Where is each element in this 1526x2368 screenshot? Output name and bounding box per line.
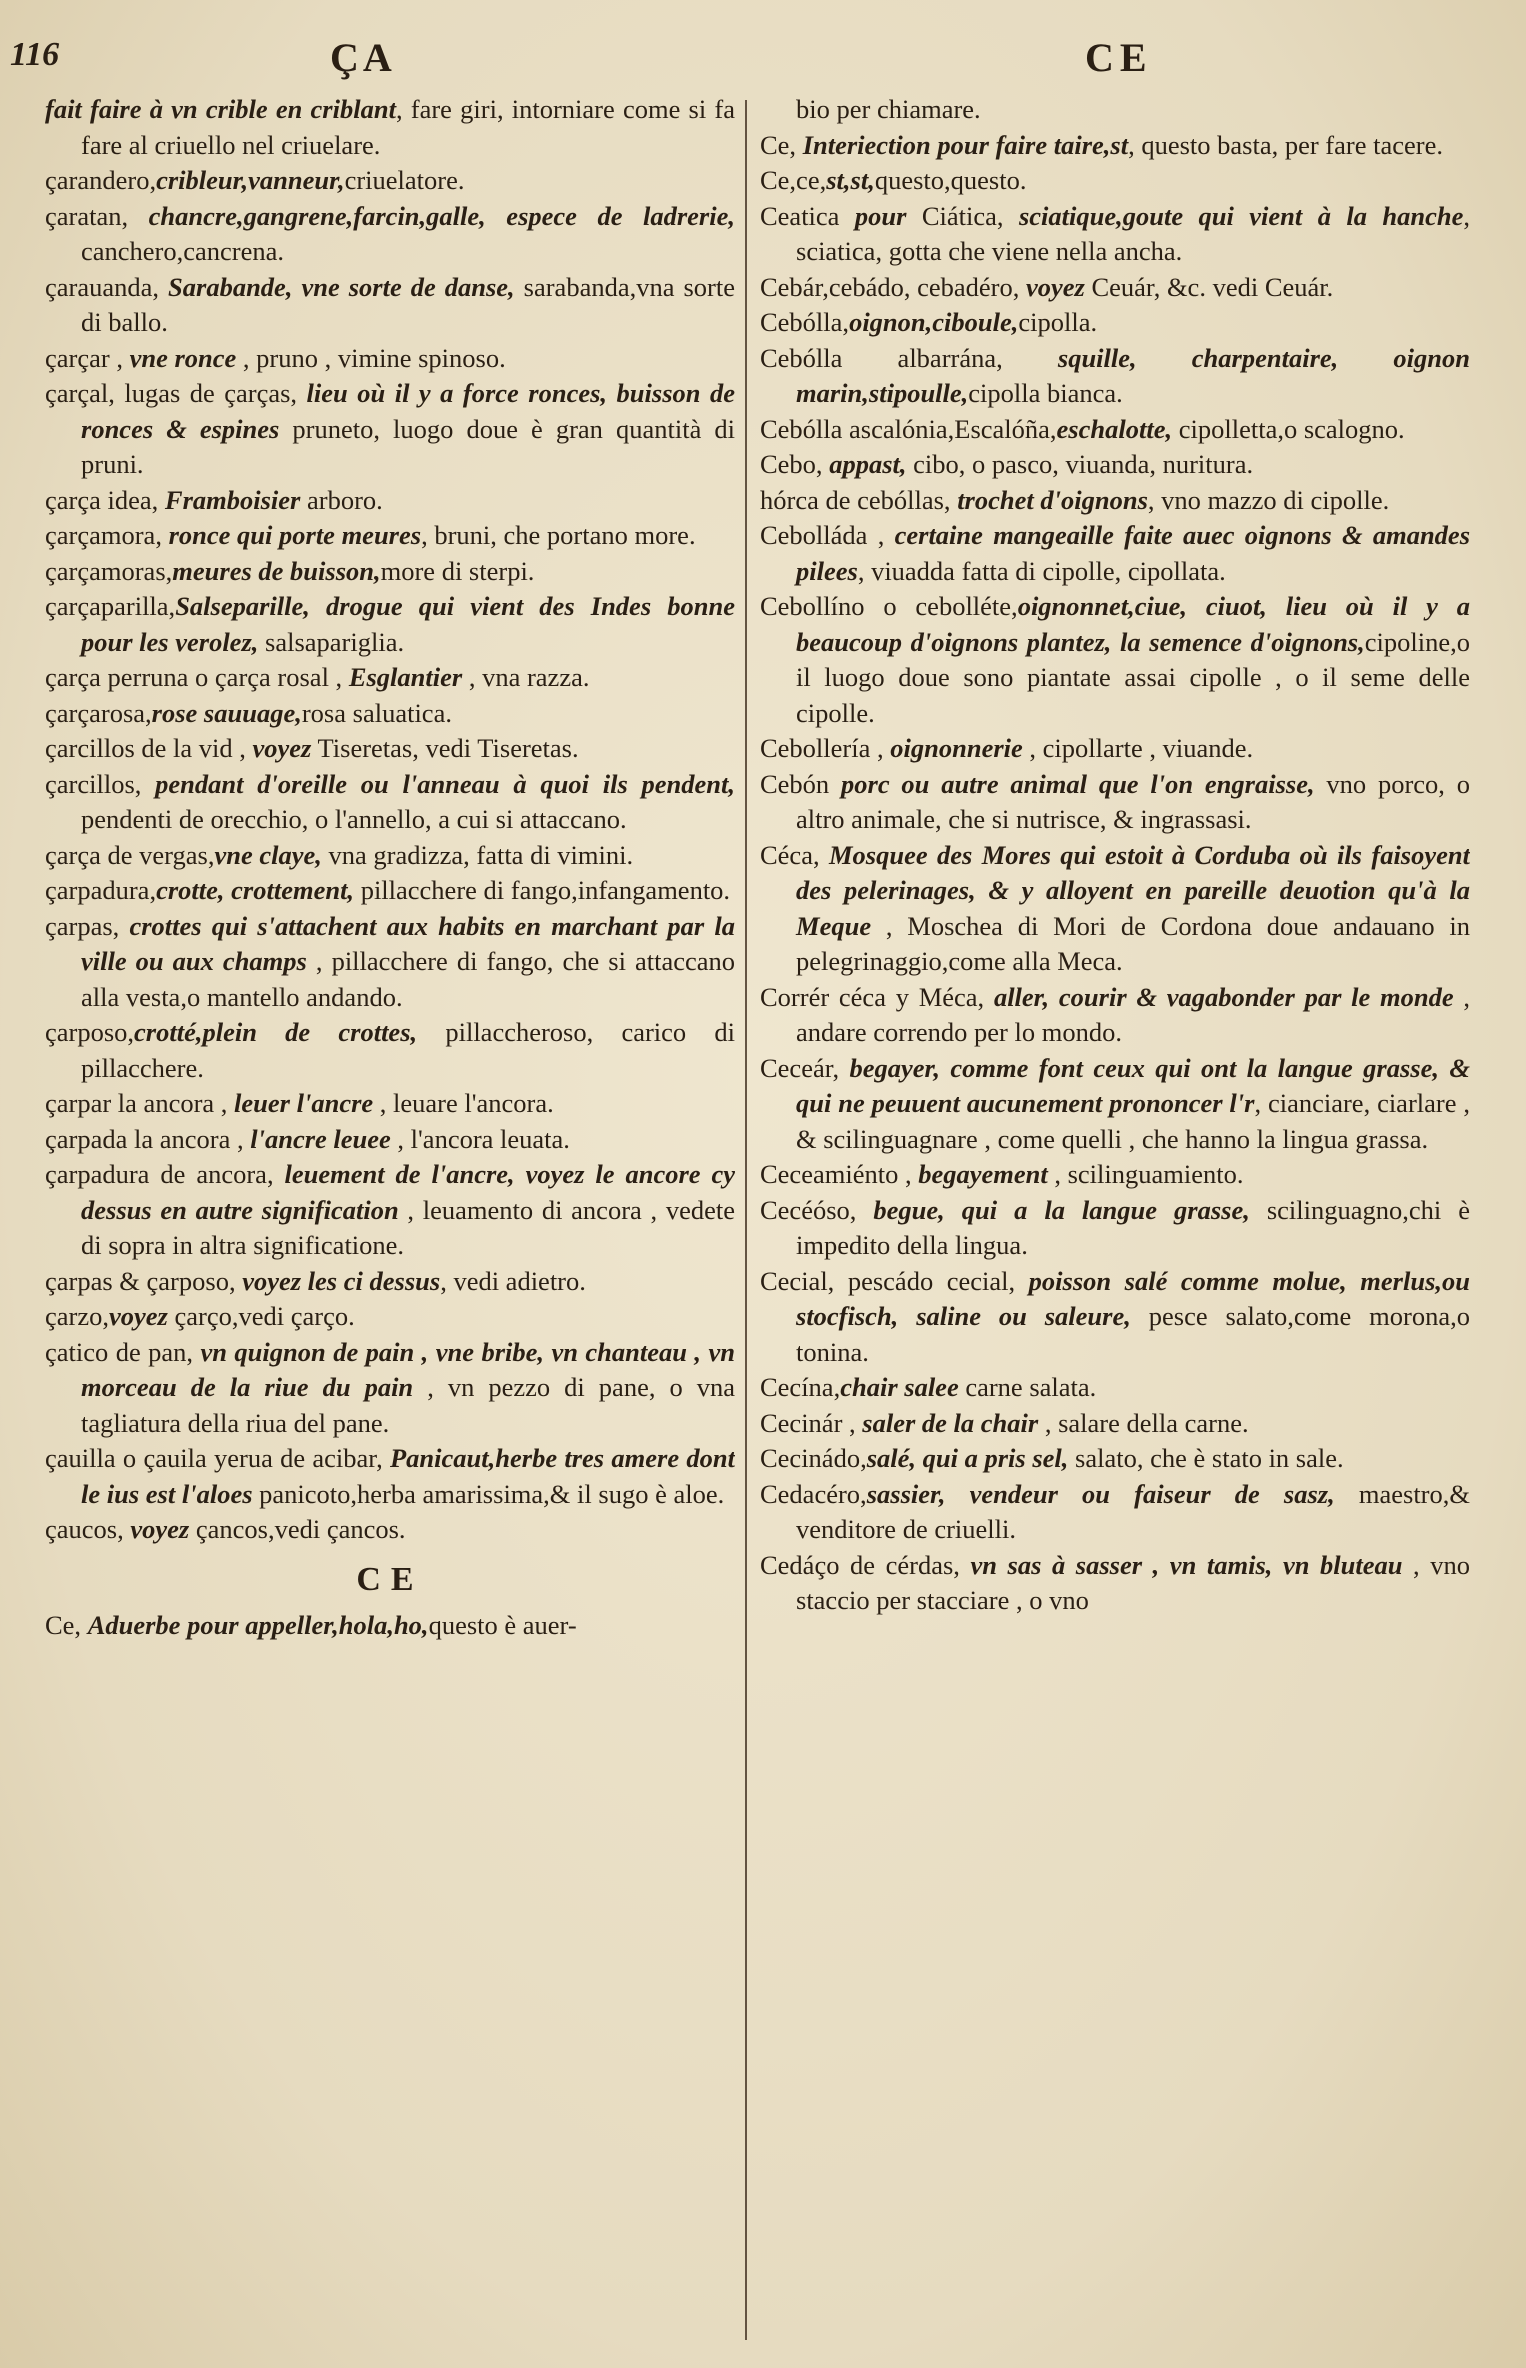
dictionary-entry [45, 1122, 735, 1158]
entry-text: çarça de vergas, [45, 839, 215, 870]
entry-text: çarça perruna o çarça rosal , [45, 662, 349, 692]
page-number: 116 [10, 36, 60, 73]
dictionary-entry [45, 1015, 735, 1086]
dictionary-entry [760, 447, 1470, 483]
entry-text: çarauanda, [45, 271, 169, 302]
entry-text: Ceuár, &c. vedi Ceuár. [1084, 271, 1334, 302]
french-gloss: begayer, comme font ceux qui ont la langue grasse, & qui ne peuuent aucunement prononcer l'r [796, 1052, 1470, 1118]
dictionary-entry [760, 1477, 1470, 1548]
french-gloss: Salseparille, drogue qui vient des Indes bonne pour les verolez, [81, 591, 735, 657]
entry-text: çarpas, [45, 910, 130, 941]
french-gloss: trochet d'oignons [957, 484, 1148, 515]
french-gloss: salé, qui a pris sel, [866, 1443, 1069, 1473]
french-gloss: pendant d'oreille ou l'anneau à quoi ils pendent, [155, 768, 735, 799]
entry-text: , vedi adietro. [440, 1265, 586, 1296]
dictionary-entry [760, 1548, 1470, 1619]
french-gloss: vne ronce [129, 342, 237, 373]
entry-text: , l'ancora leuata. [390, 1123, 570, 1154]
entry-text: , vn pezzo di pane, o vna tagliatura della riua del pane. [81, 1372, 735, 1438]
entry-text: canchero,cancrena. [81, 236, 285, 266]
entry-text: pruneto, luogo doue è gran quantità di pruni. [81, 413, 735, 479]
entry-text: Cebón [760, 768, 841, 799]
dictionary-entry [760, 731, 1470, 767]
entry-text: çarposo, [45, 1017, 135, 1047]
entry-text: çarçarosa, [45, 697, 152, 728]
entry-text: , cipollarte , viuande. [1022, 733, 1254, 763]
entry-text: cipolla. [1018, 307, 1098, 337]
left-tail-entries [45, 1608, 735, 1644]
entry-text: çauilla o çauila yerua de acibar, [45, 1443, 390, 1473]
entry-text: çarpada la ancora , [45, 1123, 251, 1154]
entry-text: cipoline,o il luogo doue sono piantate assai cipolle , o il seme delle cipolle. [796, 626, 1470, 728]
entry-text: Cedáço de cérdas, [760, 1549, 971, 1580]
french-gloss: chancre,gangrene,farcin,galle, espece de ladrerie, [148, 200, 735, 231]
french-gloss: voyez [130, 1514, 190, 1544]
entry-text: Céca, [760, 839, 829, 870]
entry-text: Ce, [760, 129, 803, 160]
entry-text: Cebolláda , [760, 520, 895, 550]
entry-text: çarandero, [45, 165, 157, 195]
entry-text: criuelatore. [344, 165, 465, 195]
french-gloss: sassier, vendeur ou faiseur de sasz, [866, 1478, 1335, 1509]
french-gloss: chair salee [840, 1372, 959, 1402]
dictionary-entry [760, 305, 1470, 341]
entry-text: scilinguagno,chi è impedito della lingua. [796, 1194, 1470, 1260]
entry-text: hórca de cebóllas, [760, 484, 958, 515]
french-gloss: Sarabande, vne sorte de danse, [168, 271, 515, 302]
entry-text: Cebollíno o cebolléte, [760, 591, 1018, 621]
french-gloss: begue, qui a la langue grasse, [873, 1194, 1250, 1225]
entry-text: questo è auer- [428, 1609, 577, 1640]
french-gloss: Framboisier [164, 484, 301, 515]
french-gloss: Mosquee des Mores qui estoit à Corduba où ils faisoyent des pelerinages, & y alloyent en pareille deuotion qu'à la Meque [796, 839, 1470, 941]
dictionary-entry [45, 1299, 735, 1335]
entry-text: Corrér céca y Méca, [760, 981, 994, 1012]
dictionary-entry [760, 589, 1470, 731]
entry-text: çarçaparilla, [45, 591, 176, 621]
french-gloss: vne claye, [214, 839, 322, 870]
entry-text: çarpas & çarposo, [45, 1265, 243, 1296]
french-gloss: st,st, [826, 165, 875, 195]
entry-text: Cedacéro, [760, 1478, 867, 1509]
entry-text: , andare correndo per lo mondo. [796, 981, 1470, 1047]
french-gloss: certaine mangeaille faite auec oignons & amandes pilees [796, 520, 1470, 586]
dictionary-entry [45, 660, 735, 696]
entry-text: pesce salato,come morona,o tonina. [796, 1301, 1470, 1367]
entry-text: pillacchere di fango,infangamento. [354, 875, 731, 905]
entry-text: çarçar , [45, 342, 130, 373]
entry-text: çarçal, lugas de çarças, [45, 378, 307, 408]
entry-text: , salare della carne. [1038, 1407, 1249, 1438]
dictionary-entry [760, 767, 1470, 838]
french-gloss: voyez [1026, 271, 1085, 302]
entry-text: , cianciare, ciarlare , & scilinguagnare , come quelli , che hanno la lingua grassa. [796, 1088, 1470, 1154]
entry-text: , sciatica, gotta che viene nella ancha. [796, 200, 1470, 266]
entry-text: pillaccheroso, carico di pillacchere. [81, 1017, 735, 1083]
entry-text: çarçamora, [45, 520, 169, 550]
dictionary-entry [760, 518, 1470, 589]
french-gloss: leuement de l'ancre, voyez le ancore cy dessus en autre signification [81, 1159, 735, 1225]
entry-text: Cebólla albarrána, [760, 342, 1058, 373]
entry-text: çarçamoras, [45, 555, 173, 586]
entry-text: Ceceár, [760, 1052, 850, 1083]
french-gloss: pour [854, 200, 907, 231]
entry-text: Cecína, [760, 1372, 841, 1402]
entry-text: çaucos, [45, 1514, 131, 1544]
dictionary-entry [760, 1370, 1470, 1406]
french-gloss: voyez [252, 733, 312, 763]
entry-text: çarpadura, [45, 875, 157, 905]
dictionary-entry [45, 270, 735, 341]
dictionary-entry [760, 1264, 1470, 1371]
dictionary-entry [45, 483, 735, 519]
entry-text: carne salata. [958, 1372, 1097, 1402]
french-gloss: crottes qui s'attachent aux habits en marchant par la ville ou aux champs [81, 910, 735, 976]
entry-text: , leuamento di ancora , vedete di sopra in altra significatione. [81, 1194, 735, 1260]
french-gloss: ronce qui porte meures [168, 520, 422, 550]
dictionary-entry [45, 838, 735, 874]
entry-text: cipolla bianca. [968, 378, 1123, 408]
entry-text: çarcillos de la vid , [45, 733, 253, 763]
dictionary-entry [760, 412, 1470, 448]
running-head-right: CE [1085, 35, 1153, 80]
entry-text: Cecinár , [760, 1407, 863, 1438]
entry-text: Ce, [45, 1609, 88, 1640]
entry-text: Tiseretas, vedi Tiseretas. [311, 733, 579, 763]
french-gloss: voyez les ci dessus [242, 1265, 441, 1296]
dictionary-entry [760, 163, 1470, 199]
entry-text: maestro,& venditore de criuelli. [796, 1478, 1470, 1544]
french-gloss: Esglantier [348, 662, 463, 692]
entry-text: vno porco, o altro animale, che si nutrisce, & ingrassasi. [796, 768, 1470, 834]
dictionary-entry [760, 1051, 1470, 1158]
french-gloss: oignon,ciboule, [849, 307, 1019, 337]
left-entries [45, 92, 735, 1548]
french-gloss: cribleur,vanneur, [156, 165, 345, 195]
dictionary-entry [760, 341, 1470, 412]
dictionary-entry [45, 554, 735, 590]
dictionary-entry [760, 1157, 1470, 1193]
entry-text: , pillacchere di fango, che si attaccano alla vesta,o mantello andando. [81, 946, 735, 1012]
french-gloss: vn sas à sasser , vn tamis, vn bluteau [970, 1549, 1403, 1580]
dictionary-entry [45, 518, 735, 554]
entry-text: Cebólla ascalónia,Escalóña, [760, 413, 1057, 444]
dictionary-entry [45, 1157, 735, 1264]
french-gloss: leuer l'ancre [234, 1088, 374, 1118]
dictionary-entry [45, 376, 735, 483]
entry-text: salsapariglia. [258, 626, 405, 657]
entry-text: , scilinguamiento. [1047, 1159, 1244, 1189]
entry-text: panicoto,herba amarissima,& il sugo è aloe. [252, 1478, 725, 1509]
right-entries [760, 92, 1470, 1619]
entry-text: salato, che è stato in sale. [1068, 1443, 1344, 1473]
entry-text: , fare giri, intorniare come si fa fare al criuello nel criuelare. [81, 94, 735, 160]
entry-text: Ce,ce, [760, 165, 827, 195]
entry-text: , vno mazzo di cipolle. [1147, 484, 1390, 515]
dictionary-entry [760, 483, 1470, 519]
french-gloss: squille, charpentaire, oignon marin,stipoulle, [796, 342, 1470, 408]
entry-text: çarço,vedi çarço. [167, 1301, 355, 1331]
entry-text: cibo, o pasco, viuanda, nuritura. [906, 449, 1254, 479]
entry-text: çarcillos, [45, 768, 156, 799]
dictionary-entry [760, 1441, 1470, 1477]
french-gloss: saler de la chair [862, 1407, 1039, 1438]
entry-text: Cecinádo, [760, 1443, 867, 1473]
entry-text: Ceceamiénto , [760, 1159, 919, 1189]
dictionary-entry [45, 1441, 735, 1512]
entry-text: Cebollería , [760, 733, 891, 763]
french-gloss: sciatique,goute qui vient à la hanche [1018, 200, 1464, 231]
dictionary-entry [45, 1264, 735, 1300]
french-gloss: Panicaut,herbe tres amere dont le ius est l'aloes [81, 1443, 735, 1509]
dictionary-entry [45, 589, 735, 660]
running-head-left: ÇA [330, 35, 396, 80]
dictionary-entry [45, 696, 735, 732]
french-gloss: aller, courir & vagabonder par le monde [993, 981, 1454, 1012]
entry-text: çarpadura de ancora, [45, 1159, 285, 1189]
entry-text: , vno staccio per stacciare , o vno [796, 1549, 1470, 1615]
entry-text: more di sterpi. [380, 555, 535, 586]
entry-text: , leuare l'ancora. [373, 1088, 554, 1118]
column-divider [745, 100, 747, 2340]
entry-text: çarzo, [45, 1301, 109, 1331]
french-gloss: vn quignon de pain , vne bribe, vn chanteau , vn morceau de la riue du pain [81, 1336, 735, 1402]
dictionary-entry [760, 980, 1470, 1051]
french-gloss: oignonnet,ciue, ciuot, lieu où il y a beaucoup d'oignons plantez, la semence d'oignons, [796, 591, 1470, 657]
entry-text: rosa saluatica. [301, 697, 452, 728]
entry-text: , Moschea di Mori de Cordona doue andauano in pelegrinaggio,come alla Meca. [796, 910, 1470, 976]
french-gloss: crotte, crottement, [156, 875, 355, 905]
dictionary-entry [760, 838, 1470, 980]
section-heading: CE [356, 1560, 424, 1598]
entry-text: Cebo, [760, 449, 830, 479]
french-gloss: Interiection pour faire taire,st [802, 129, 1129, 160]
french-gloss: porc ou autre animal que l'on engraisse, [841, 768, 1315, 799]
dictionary-entry [760, 128, 1470, 164]
french-gloss: oignonnerie [890, 733, 1023, 763]
entry-text: çarça idea, [45, 484, 165, 515]
entry-text: cipolletta,o scalogno. [1172, 413, 1405, 444]
french-gloss: Aduerbe pour appeller,hola,ho, [87, 1609, 429, 1640]
entry-text: Cecial, pescádo cecial, [760, 1265, 1029, 1296]
dictionary-entry [45, 873, 735, 909]
dictionary-entry [760, 270, 1470, 306]
right-column [760, 92, 1470, 2342]
entry-text: sarabanda,vna sorte di ballo. [81, 271, 735, 337]
dictionary-entry [760, 199, 1470, 270]
entry-text: questo,questo. [874, 165, 1027, 195]
french-gloss: l'ancre leuee [250, 1123, 391, 1154]
entry-text: Ciática, [906, 200, 1019, 231]
french-gloss: meures de buisson, [172, 555, 381, 586]
dictionary-entry [45, 341, 735, 377]
entry-text: çarpar la ancora , [45, 1088, 235, 1118]
french-gloss: fait faire à vn crible en criblant [45, 94, 396, 124]
dictionary-entry [45, 1086, 735, 1122]
page-header [0, 30, 1526, 90]
dictionary-entry [45, 1335, 735, 1442]
entry-text: , pruno , vimine spinoso. [236, 342, 506, 373]
dictionary-entry [760, 1406, 1470, 1442]
dictionary-entry [45, 767, 735, 838]
entry-text: arboro. [300, 484, 383, 515]
entry-text: çancos,vedi çancos. [189, 1514, 406, 1544]
french-gloss: rose sauuage, [151, 697, 302, 728]
entry-text: Cebár,cebádo, cebadéro, [760, 271, 1026, 302]
dictionary-entry [45, 909, 735, 1016]
entry-text: , questo basta, per fare tacere. [1128, 129, 1443, 160]
dictionary-entry [45, 731, 735, 767]
french-gloss: voyez [109, 1301, 168, 1331]
entry-text: Ceatica [760, 200, 855, 231]
entry-text: bio per chiamare. [796, 94, 981, 124]
entry-text: çatico de pan, [45, 1336, 201, 1367]
entry-text: vna gradizza, fatta di vimini. [321, 839, 634, 870]
french-gloss: eschalotte, [1056, 413, 1173, 444]
entry-text: , viuadda fatta di cipolle, cipollata. [857, 555, 1226, 586]
left-column [45, 92, 735, 2342]
entry-text: pendenti de orecchio, o l'annello, a cui si attaccano. [81, 804, 627, 834]
entry-text: , vna razza. [462, 662, 590, 692]
french-gloss: crotté,plein de crottes, [134, 1017, 418, 1047]
entry-text: Cecéóso, [760, 1194, 874, 1225]
dictionary-entry [45, 92, 735, 163]
entry-text: çaratan, [45, 200, 149, 231]
dictionary-entry [760, 1193, 1470, 1264]
dictionary-entry [760, 92, 1470, 128]
dictionary-entry [45, 163, 735, 199]
dictionary-entry [45, 1512, 735, 1548]
dictionary-entry [45, 199, 735, 270]
entry-text: , bruni, che portano more. [421, 520, 696, 550]
french-gloss: poisson salé comme molue, merlus,ou stocfisch, saline ou saleure, [796, 1265, 1470, 1331]
french-gloss: appast, [829, 449, 907, 479]
entry-text: Cebólla, [760, 307, 850, 337]
dictionary-entry [45, 1608, 735, 1644]
french-gloss: begayement [918, 1159, 1048, 1189]
french-gloss: lieu où il y a force ronces, buisson de ronces & espines [81, 378, 735, 444]
